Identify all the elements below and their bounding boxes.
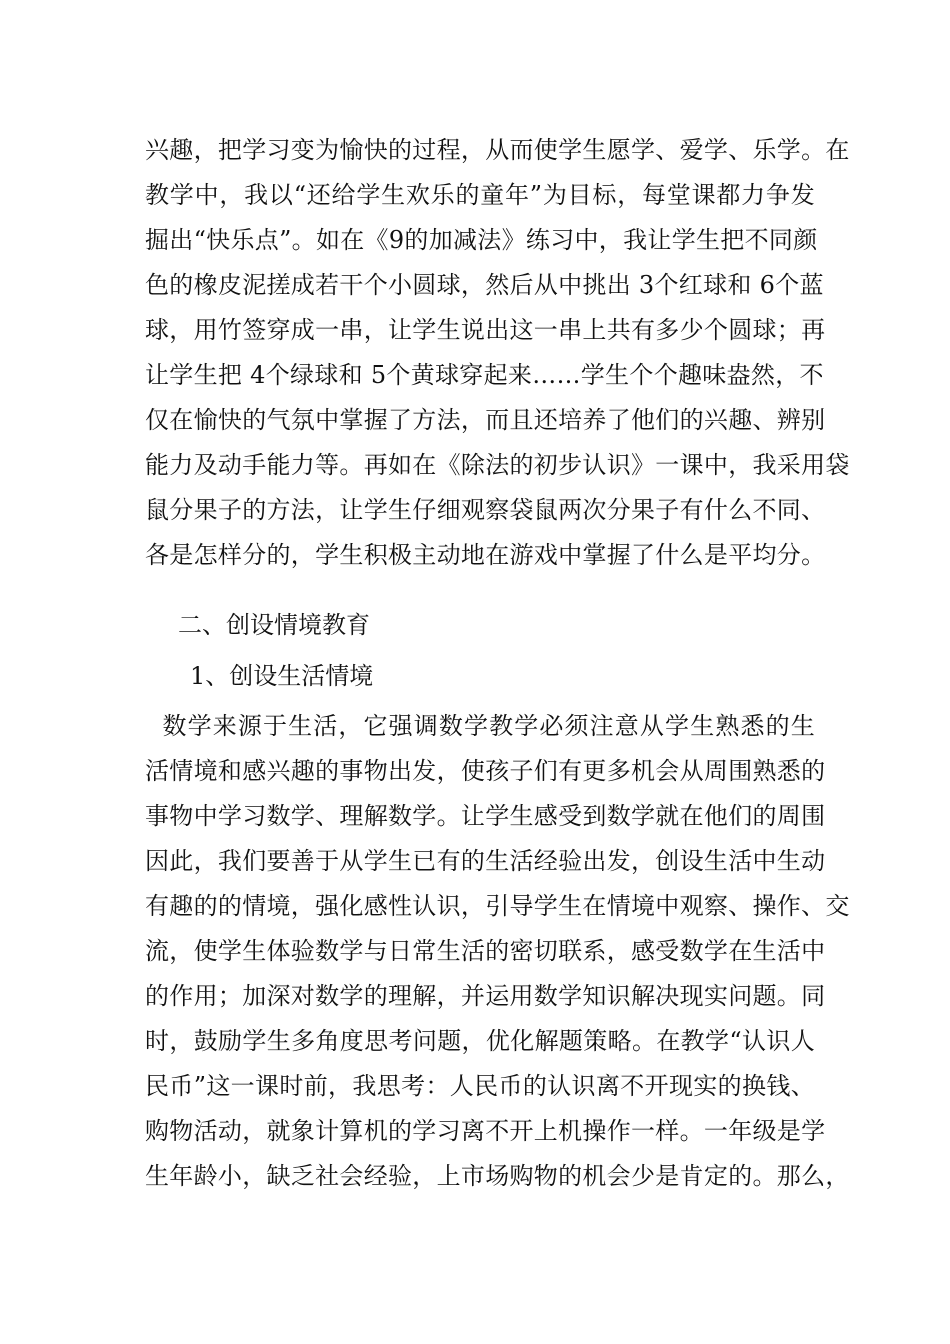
text-line: 色的橡皮泥搓成若干个小圆球，然后从中挑出 3个红球和 6个蓝: [145, 271, 824, 299]
subsection-heading: 1、创设生活情境: [190, 662, 374, 690]
text-line: 掘出“快乐点”。如在《9的加减法》练习中，我让学生把不同颜: [145, 226, 818, 254]
text-line: 让学生把 4个绿球和 5个黄球穿起来……学生个个趣味盎然，不: [145, 361, 824, 389]
text-line: 各是怎样分的，学生积极主动地在游戏中掌握了什么是平均分。: [145, 541, 826, 569]
text-line: 流，使学生体验数学与日常生活的密切联系，感受数学在生活中: [145, 937, 826, 965]
text-line: 购物活动，就象计算机的学习离不开上机操作一样。一年级是学: [145, 1117, 826, 1145]
text-line: 仅在愉快的气氛中掌握了方法，而且还培养了他们的兴趣、辨别: [145, 406, 826, 434]
text-line: 球，用竹签穿成一串，让学生说出这一串上共有多少个圆球；再: [145, 316, 826, 344]
text-line: 鼠分果子的方法，让学生仔细观察袋鼠两次分果子有什么不同、: [145, 496, 826, 524]
text-line: 的作用；加深对数学的理解，并运用数学知识解决现实问题。同: [145, 982, 826, 1010]
text-line: 数学来源于生活，它强调数学教学必须注意从学生熟悉的生: [145, 712, 815, 740]
text-line: 教学中，我以“还给学生欢乐的童年”为目标，每堂课都力争发: [145, 181, 815, 209]
text-line: 兴趣，把学习变为愉快的过程，从而使学生愿学、爱学、乐学。在: [145, 136, 850, 164]
text-line: 民币”这一课时前，我思考：人民币的认识离不开现实的换钱、: [145, 1072, 815, 1100]
paragraph-interest: [145, 128, 850, 578]
section-heading: 二、创设情境教育: [178, 611, 370, 639]
text-line: 因此，我们要善于从学生已有的生活经验出发，创设生活中生动: [145, 847, 826, 875]
text-line: 时，鼓励学生多角度思考问题，优化解题策略。在教学“认识人: [145, 1027, 815, 1055]
text-line: 生年龄小，缺乏社会经验，上市场购物的机会少是肯定的。那么，: [145, 1162, 850, 1190]
text-line: 能力及动手能力等。再如在《除法的初步认识》一课中，我采用袋: [145, 451, 850, 479]
text-line: 活情境和感兴趣的事物出发，使孩子们有更多机会从周围熟悉的: [145, 757, 826, 785]
text-line: 事物中学习数学、理解数学。让学生感受到数学就在他们的周围: [145, 802, 826, 830]
text-line: 有趣的的情境，强化感性认识，引导学生在情境中观察、操作、交: [145, 892, 850, 920]
paragraph-life-situation: [145, 704, 850, 1199]
